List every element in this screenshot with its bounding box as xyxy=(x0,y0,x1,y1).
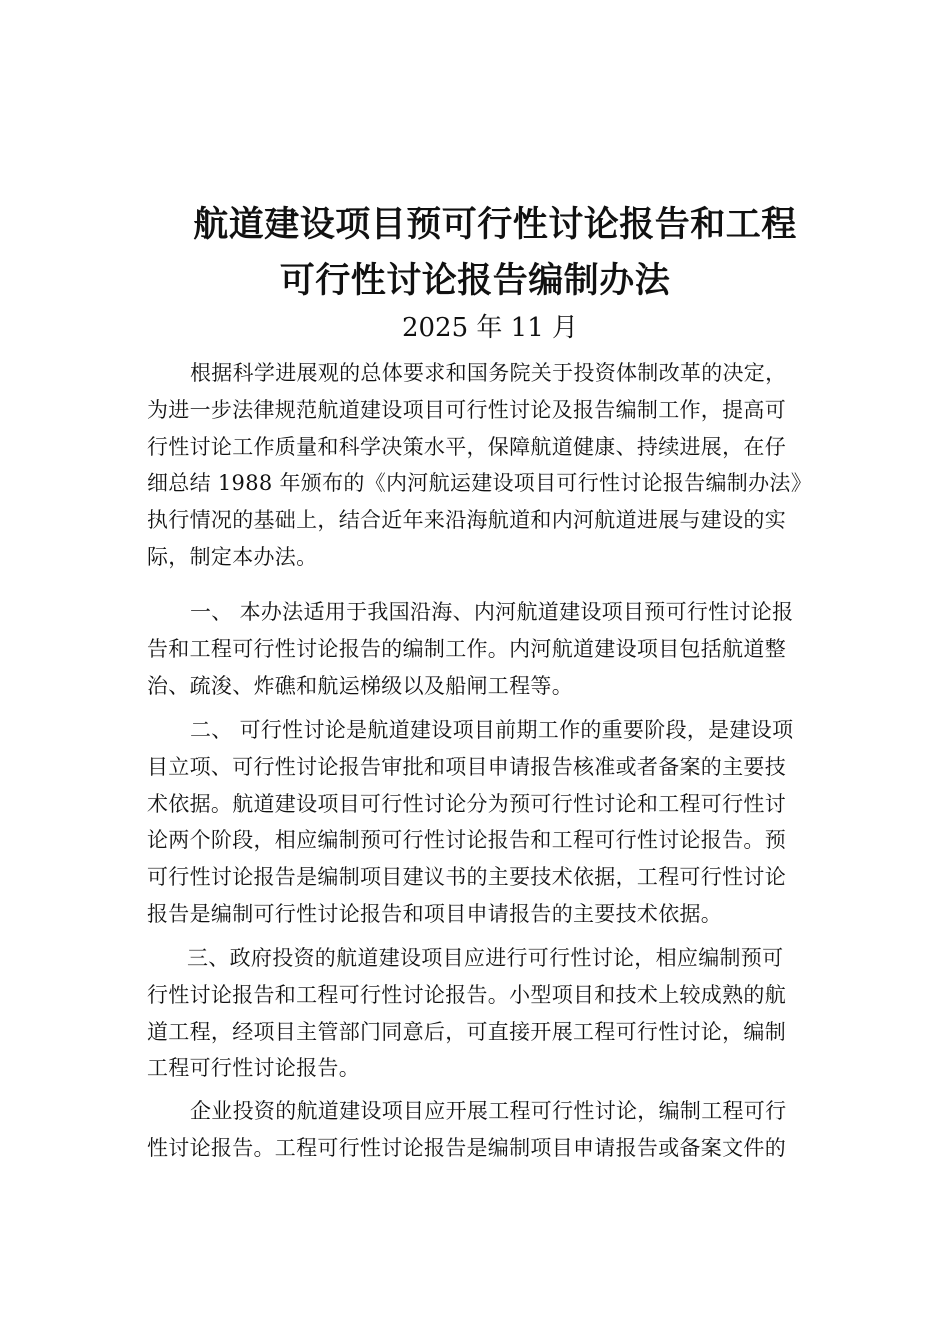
paragraph-line: 二、 可行性讨论是航道建设项目前期工作的重要阶段，是建设项 xyxy=(190,718,794,742)
paragraph-article-2 xyxy=(147,712,837,933)
paragraph-line: 三、政府投资的航道建设项目应进行可行性讨论，相应编制预可 xyxy=(187,946,784,970)
paragraph-line: 执行情况的基础上，结合近年来沿海航道和内河航道进展与建设的实 xyxy=(147,508,786,533)
paragraph-line: 治、疏浚、炸礁和航运梯级以及船闸工程等。 xyxy=(147,673,573,698)
paragraph-line: 为进一步法律规范航道建设项目可行性讨论及报告编制工作，提高可 xyxy=(147,397,786,422)
document-date: 2025 年 11 月 xyxy=(401,313,579,343)
paragraph-enterprise xyxy=(147,1093,837,1167)
paragraph-line: 报告是编制可行性讨论报告和项目申请报告的主要技术依据。 xyxy=(147,901,723,926)
paragraph-line: 道工程，经项目主管部门同意后，可直接开展工程可行性讨论，编制 xyxy=(147,1019,786,1044)
paragraph-line: 工程可行性讨论报告。 xyxy=(147,1056,360,1081)
paragraph-line: 告和工程可行性讨论报告的编制工作。内河航道建设项目包括航道整 xyxy=(147,636,786,661)
paragraph-line: 行性讨论工作质量和科学决策水平，保障航道健康、持续进展，在仔 xyxy=(147,434,786,459)
paragraph-line: 性讨论报告。工程可行性讨论报告是编制项目申请报告或备案文件的 xyxy=(147,1135,786,1160)
paragraph-line: 细总结 1988 年颁布的《内河航运建设项目可行性讨论报告编制办法》 xyxy=(147,471,812,496)
paragraph-line: 目立项、可行性讨论报告审批和项目申请报告核准或者备案的主要技 xyxy=(147,754,786,779)
paragraph-line: 术依据。航道建设项目可行性讨论分为预可行性讨论和工程可行性讨 xyxy=(147,791,786,816)
paragraph-preamble xyxy=(147,355,837,576)
paragraph-line: 一、 本办法适用于我国沿海、内河航道建设项目预可行性讨论报 xyxy=(190,600,794,624)
paragraph-line: 企业投资的航道建设项目应开展工程可行性讨论，编制工程可行 xyxy=(190,1099,787,1123)
paragraph-line: 行性讨论报告和工程可行性讨论报告。小型项目和技术上较成熟的航 xyxy=(147,982,786,1007)
document-title-line-2: 可行性讨论报告编制办法 xyxy=(279,261,671,301)
paragraph-line: 根据科学进展观的总体要求和国务院关于投资体制改革的决定， xyxy=(190,361,787,385)
paragraph-line: 可行性讨论报告是编制项目建议书的主要技术依据，工程可行性讨论 xyxy=(147,865,786,890)
paragraph-line: 际，制定本办法。 xyxy=(147,544,318,569)
paragraph-article-3 xyxy=(147,940,837,1087)
document-title-line-1: 航道建设项目预可行性讨论报告和工程 xyxy=(193,205,797,245)
paragraph-article-1 xyxy=(147,594,837,704)
paragraph-line: 论两个阶段，相应编制预可行性讨论报告和工程可行性讨论报告。预 xyxy=(147,828,786,853)
